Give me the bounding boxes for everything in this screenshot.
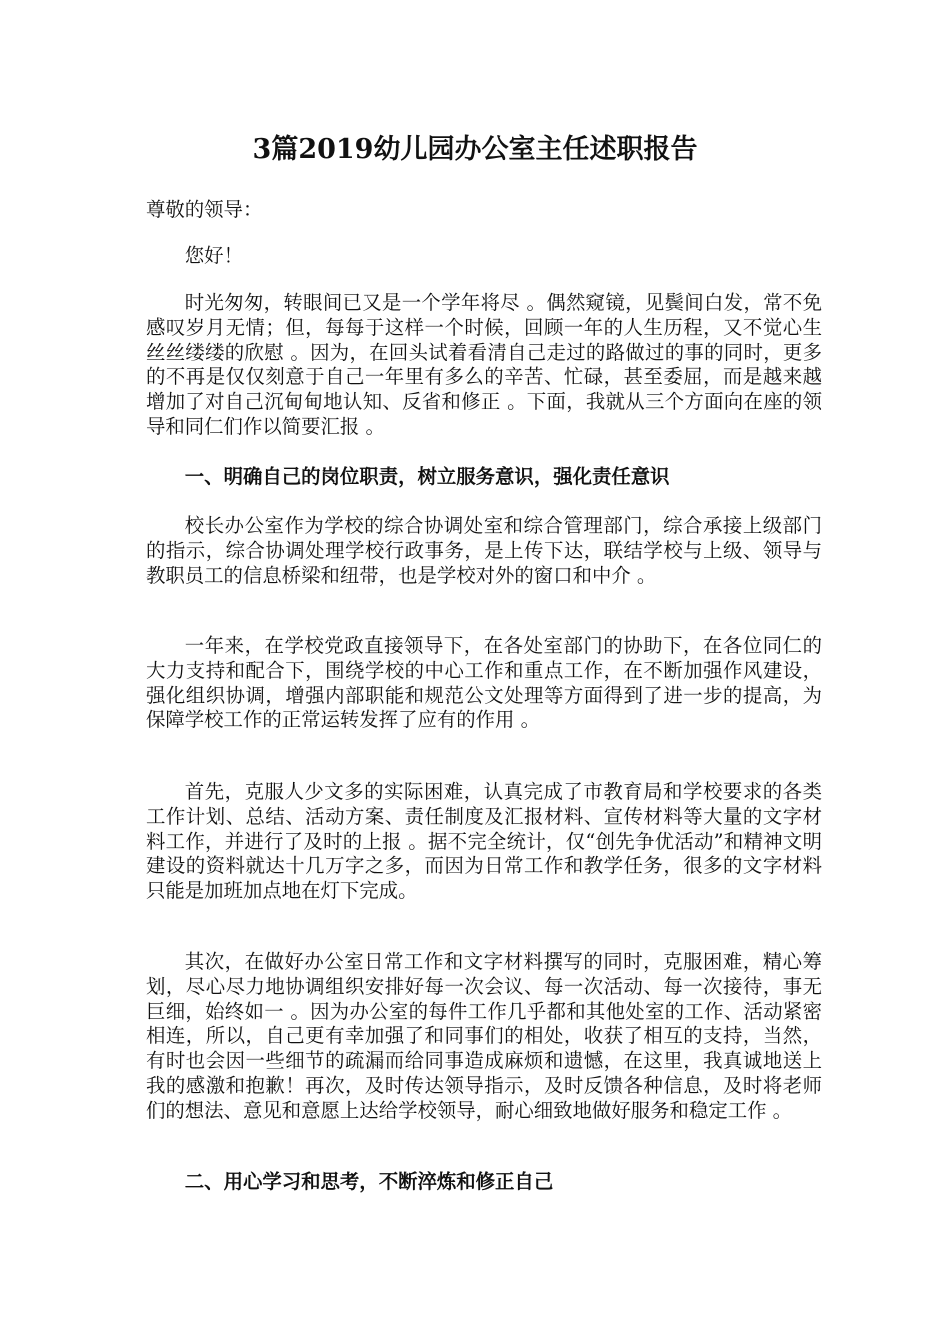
paragraph-second: 其次，在做好办公室日常工作和文字材料撰写的同时，克服困难，精心筹划，尽心尽力地协调组织安排好每一次会议、每一次活动、每一次接待，事无巨细，始终如一 。因为办公室的每件工作几乎都和其他处室的工作、活动紧密相连，所以，自己更有幸加强了和同事们的相处，收获了相互的支持，当然，有时也会因一些细节的疏漏而给同事造成麻烦和遗憾，在这里，我真诚地送上我的感激和抱歉！再次，及时传达领导指示，及时反馈各种信息，及时将老师们的想法、意见和意愿上达给学校领导，耐心细致地做好服务和稳定工作 。 [146,950,822,1122]
paragraph-intro: 时光匆匆，转眼间已又是一个学年将尽 。偶然窥镜，见鬓间白发，常不免感叹岁月无情；但，每每于这样一个时候，回顾一年的人生历程，又不觉心生丝丝缕缕的欣慰 。因为，在回头试着看清自己走过的路做过的事的同时，更多的不再是仅仅刻意于自己一年里有多么的辛苦、忙碌，甚至委屈，而是越来越增加了对自己沉甸甸地认知、反省和修正 。下面，我就从三个方面向在座的领导和同仁们作以简要汇报 。 [146,291,822,438]
greeting: 您好！ [184,244,243,267]
paragraph-office-role: 校长办公室作为学校的综合协调处室和综合管理部门，综合承接上级部门的指示，综合协调处理学校行政事务，是上传下达，联结学校与上级、领导与教职员工的信息桥梁和纽带，也是学校对外的窗口和中介 。 [146,514,822,587]
section-heading-1: 一、明确自己的岗位职责，树立服务意识，强化责任意识 [184,465,670,488]
paragraph-first: 首先，克服人少文多的实际困难，认真完成了市教育局和学校要求的各类工作计划、总结、活动方案、责任制度及汇报材料、宣传材料等大量的文字材料工作，并进行了及时的上报 。据不完全统计，仅“创先争优活动”和精神文明建设的资料就达十几万字之多，而因为日常工作和教学任务，很多的文字材料只能是加班加点地在灯下完成。 [146,780,822,903]
document-title: 3篇2019幼儿园办公室主任述职报告 [252,134,698,165]
salutation: 尊敬的领导： [146,198,263,221]
section-heading-2: 二、用心学习和思考，不断淬炼和修正自己 [184,1170,554,1193]
paragraph-year-review: 一年来，在学校党政直接领导下，在各处室部门的协助下，在各位同仁的大力支持和配合下，围绕学校的中心工作和重点工作，在不断加强作风建设，强化组织协调，增强内部职能和规范公文处理等方面得到了进一步的提高，为保障学校工作的正常运转发挥了应有的作用 。 [146,634,822,732]
